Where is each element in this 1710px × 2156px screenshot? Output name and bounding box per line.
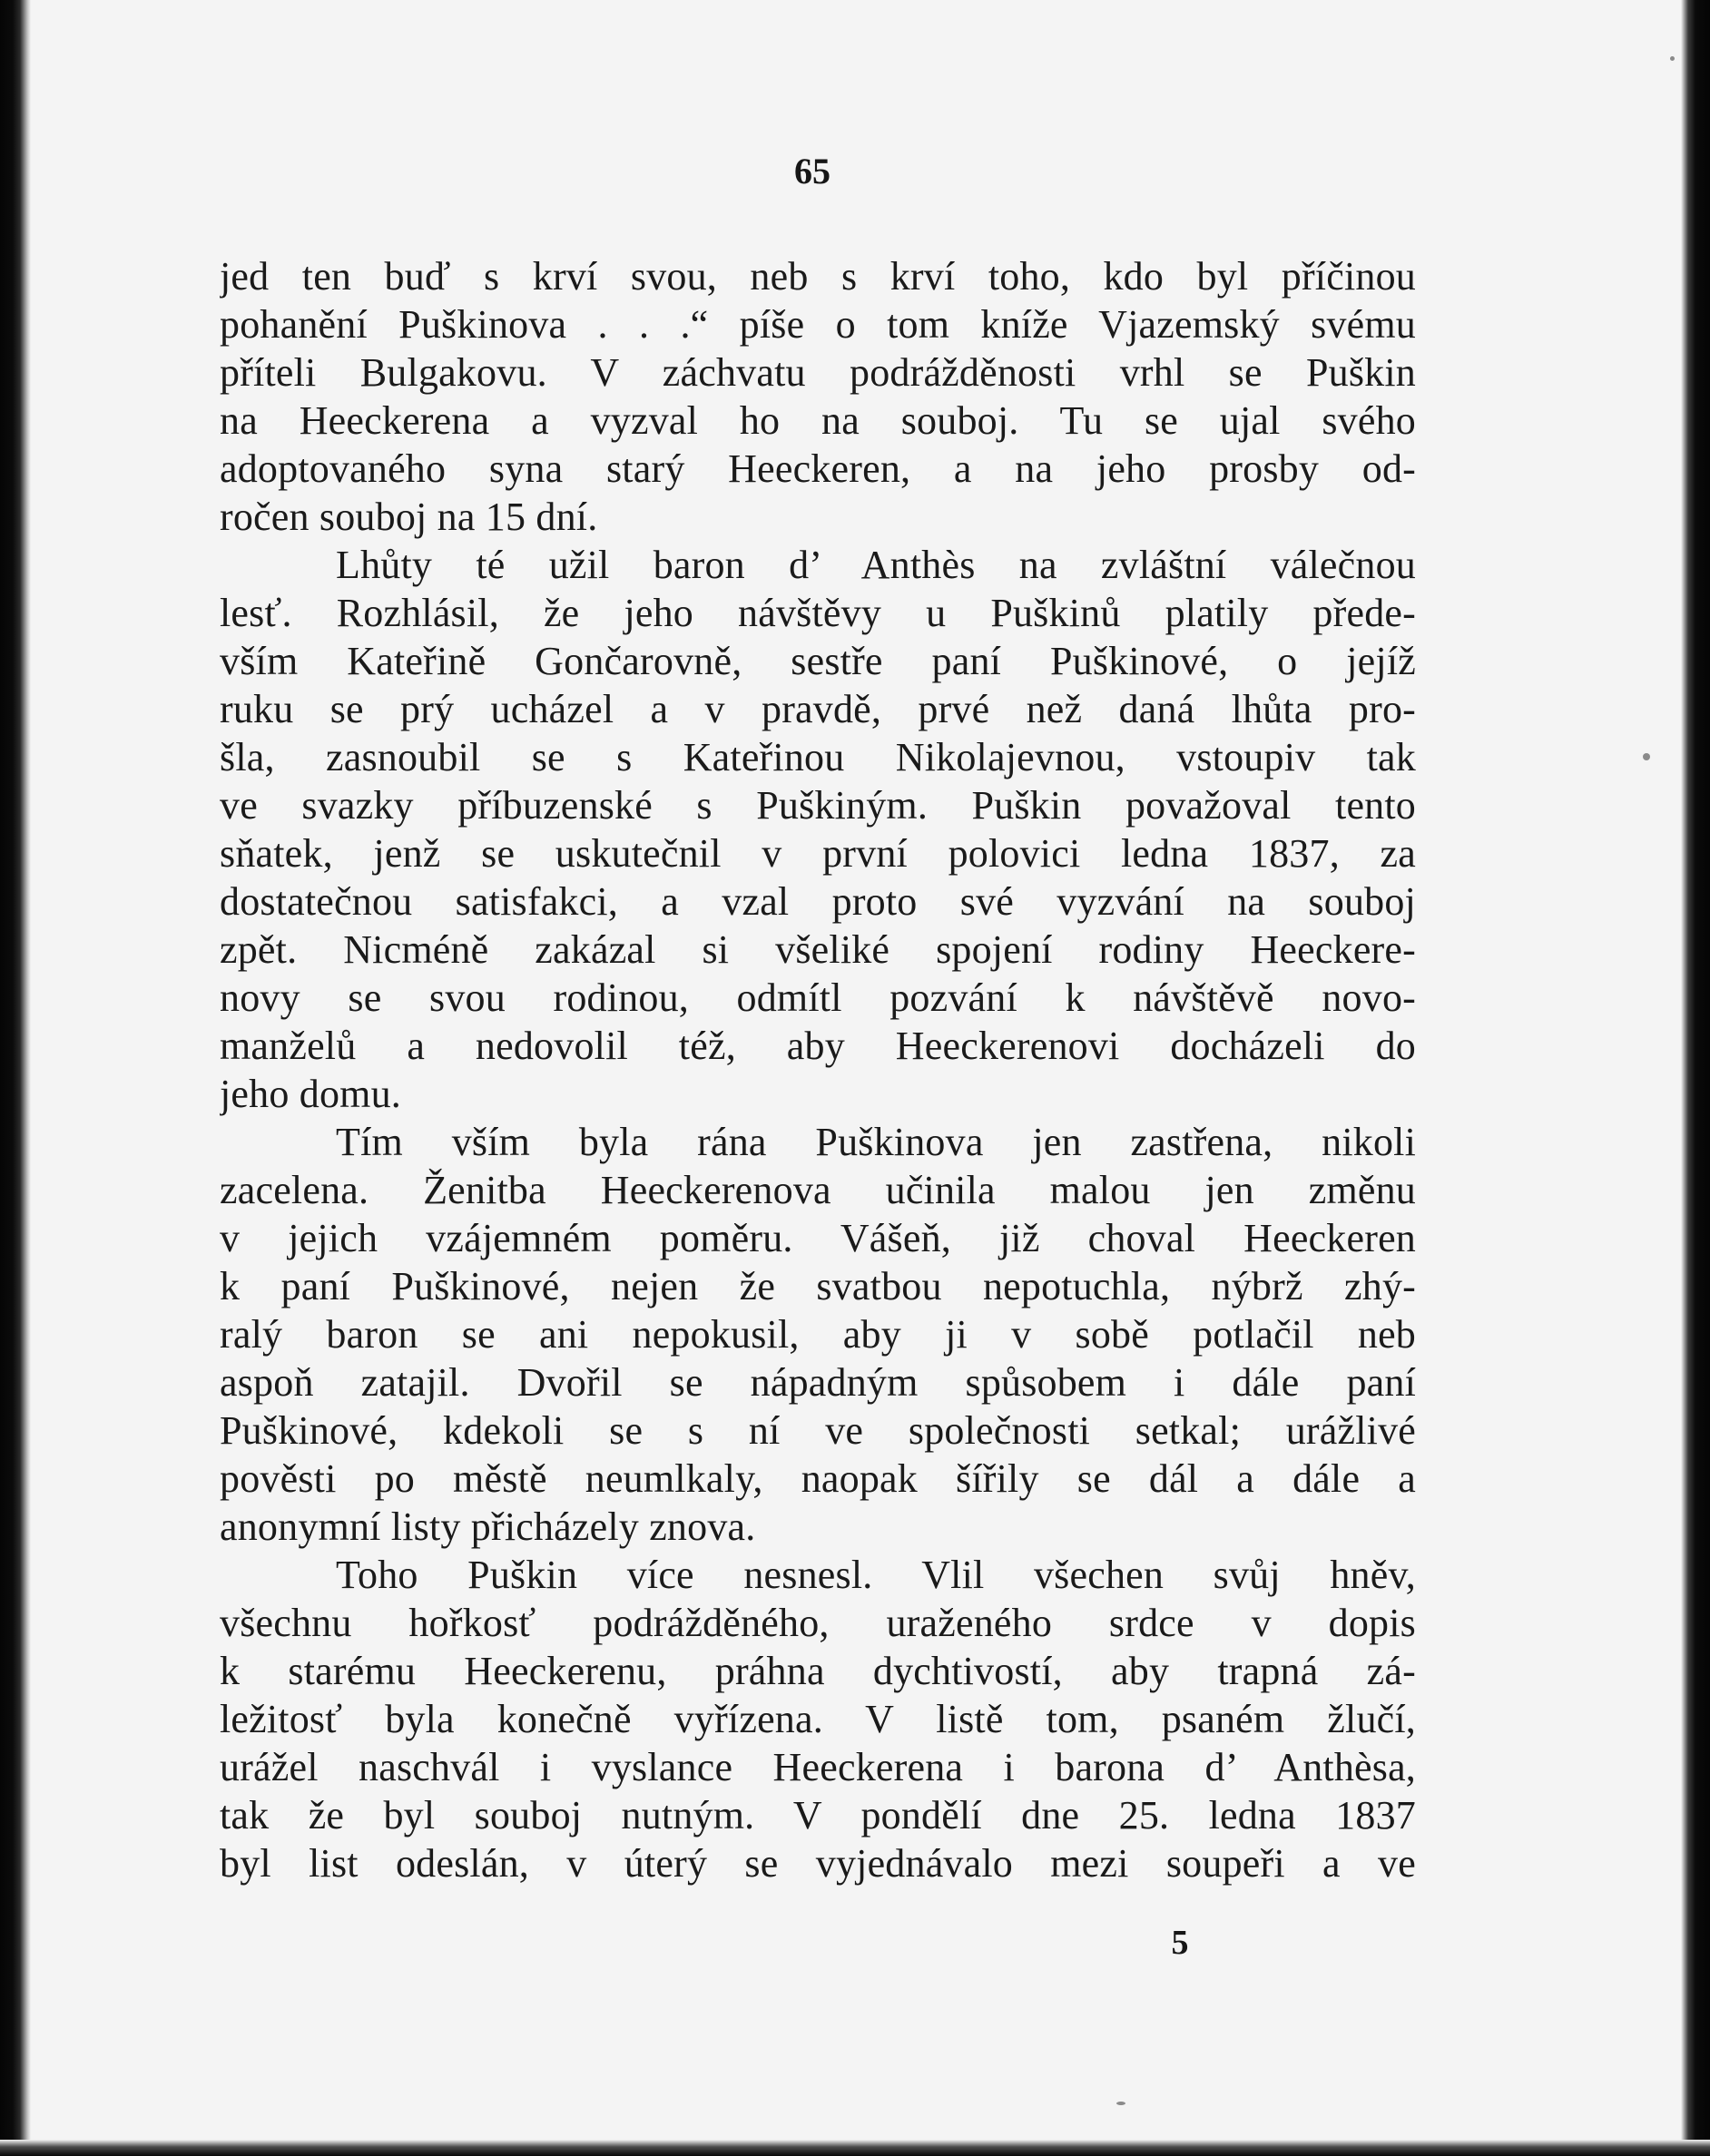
text-line: pohanění Puškinova . . .“ píše o tom kníže Vjazemský svému — [220, 302, 1416, 347]
text-line: šla, zasnoubil se s Kateřinou Nikolajevnou, vstoupiv tak — [220, 735, 1416, 779]
text-line: ralý baron se ani nepokusil, aby ji v sobě potlačil neb — [220, 1312, 1416, 1357]
text-line: Lhůty té užil baron d’ Anthès na zvláštní válečnou — [336, 543, 1416, 587]
text-line: jed ten buď s krví svou, neb s krví toho, kdo byl příčinou — [220, 254, 1416, 299]
text-line: manželů a nedovolil též, aby Heeckerenovi docházeli do — [220, 1024, 1416, 1068]
text-line: ruku se prý ucházel a v pravdě, prvé než daná lhůta pro- — [220, 687, 1416, 731]
scan-right-edge — [1681, 0, 1710, 2156]
scan-bottom-edge — [0, 2140, 1710, 2156]
page-number: 65 — [794, 151, 830, 191]
text-line: jeho domu. — [220, 1072, 401, 1116]
text-line: urážel naschvál i vyslance Heeckerena i barona d’ Anthèsa, — [220, 1745, 1416, 1789]
text-line: adoptovaného syna starý Heeckeren, a na jeho prosby od- — [220, 446, 1416, 491]
text-line: anonymní listy přicházely znova. — [220, 1504, 756, 1549]
text-line: tak že byl souboj nutným. V pondělí dne 25. ledna 1837 — [220, 1793, 1416, 1838]
scan-speck — [1116, 2102, 1125, 2105]
text-line: vším Kateřině Gončarovně, sestře paní Puškinové, o jejíž — [220, 639, 1416, 683]
text-line: zpět. Nicméně zakázal si všeliké spojení rodiny Heeckere- — [220, 927, 1416, 972]
signature-mark: 5 — [1171, 1924, 1189, 1962]
text-line: na Heeckerena a vyzval ho na souboj. Tu se ujal svého — [220, 398, 1416, 443]
text-line: zacelena. Ženitba Heeckerenova učinila malou jen změnu — [220, 1168, 1416, 1212]
text-line: k paní Puškinové, nejen že svatbou nepotuchla, nýbrž zhý- — [220, 1264, 1416, 1308]
text-line: ročen souboj na 15 dní. — [220, 495, 598, 539]
text-line: k starému Heeckerenu, práhna dychtivostí, aby trapná zá- — [220, 1649, 1416, 1693]
text-line: lesť. Rozhlásil, že jeho návštěvy u Puškinů platily přede- — [220, 591, 1416, 635]
text-line: ve svazky příbuzenské s Puškiným. Puškin považoval tento — [220, 783, 1416, 828]
text-line: sňatek, jenž se uskutečnil v první polovici ledna 1837, za — [220, 831, 1416, 876]
text-line: Toho Puškin více nesnesl. Vlil všechen svůj hněv, — [336, 1553, 1416, 1597]
scan-speck — [1670, 56, 1675, 61]
scan-left-edge — [0, 0, 31, 2156]
body-text — [220, 252, 1416, 1887]
text-line: pověsti po městě neumlkaly, naopak šířily se dál a dále a — [220, 1456, 1416, 1501]
scan-speck — [1643, 753, 1650, 760]
text-line: novy se svou rodinou, odmítl pozvání k návštěvě novo- — [220, 975, 1416, 1020]
text-line: Puškinové, kdekoli se s ní ve společnosti setkal; urážlivé — [220, 1408, 1416, 1453]
text-line: dostatečnou satisfakci, a vzal proto své vyzvání na souboj — [220, 879, 1416, 924]
text-line: v jejich vzájemném poměru. Vášeň, již choval Heeckeren — [220, 1216, 1416, 1260]
text-line: příteli Bulgakovu. V záchvatu podrážděnosti vrhl se Puškin — [220, 350, 1416, 395]
text-line: ležitosť byla konečně vyřízena. V listě tom, psaném žlučí, — [220, 1697, 1416, 1741]
text-line: Tím vším byla rána Puškinova jen zastřena, nikoli — [336, 1120, 1416, 1164]
text-line: všechnu hořkosť podrážděného, uraženého srdce v dopis — [220, 1601, 1416, 1645]
text-line: aspoň zatajil. Dvořil se nápadným spůsobem i dále paní — [220, 1360, 1416, 1405]
text-line: byl list odeslán, v úterý se vyjednávalo mezi soupeři a ve — [220, 1841, 1416, 1886]
